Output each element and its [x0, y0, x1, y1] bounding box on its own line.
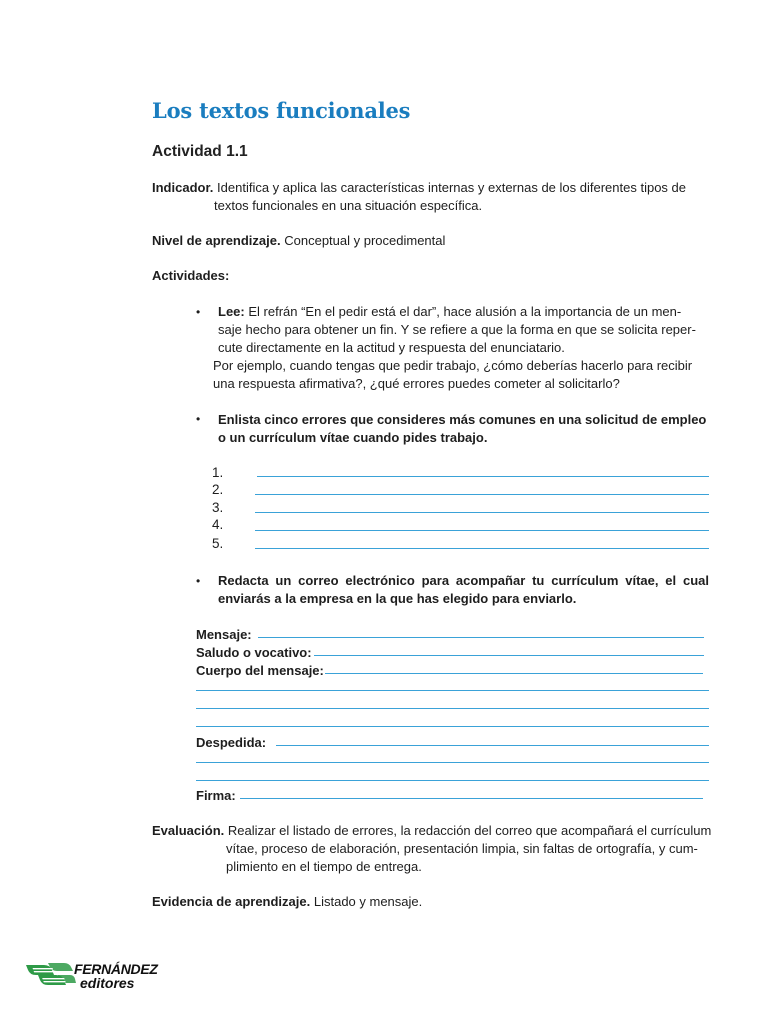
- list-number-1: 1.: [212, 465, 224, 480]
- saludo-line[interactable]: [314, 655, 704, 656]
- cuerpo-line[interactable]: [325, 673, 703, 674]
- list-number-2: 2.: [212, 482, 224, 497]
- evidencia-label: Evidencia de aprendizaje.: [152, 894, 311, 909]
- item3-line2: enviarás a la empresa en la que has elegido para enviarlo.: [218, 591, 577, 606]
- evidencia-text: Listado y mensaje.: [313, 894, 423, 909]
- activity-heading: Actividad 1.1: [152, 143, 248, 160]
- fernandez-logo-icon: [24, 961, 76, 991]
- evidencia: [152, 893, 422, 911]
- nivel-label: Nivel de aprendizaje.: [152, 233, 281, 248]
- firma-line[interactable]: [240, 798, 703, 799]
- answer-line-5[interactable]: [255, 548, 709, 549]
- item1-line3: cute directamente en la actitud y respuesta del enunciatario.: [218, 340, 565, 355]
- bullet-icon: •: [196, 305, 201, 319]
- cuerpo-line-2[interactable]: [196, 690, 709, 691]
- item1-text: El refrán “En el pedir está el dar”, hace alusión a la importancia de un men-: [248, 304, 682, 319]
- nivel-text: Conceptual y procedimental: [284, 233, 446, 248]
- answer-line-3[interactable]: [255, 512, 709, 513]
- answer-line-2[interactable]: [255, 494, 709, 495]
- logo-brand: FERNÁNDEZ: [74, 961, 158, 977]
- firma-label: Firma:: [196, 788, 236, 803]
- list-number-5: 5.: [212, 536, 224, 551]
- item1-line2: saje hecho para obtener un fin. Y se refiere a que la forma en que se solicita reper-: [218, 322, 696, 337]
- item2-line1: Enlista cinco errores que consideres más comunes en una solicitud de empleo: [218, 412, 707, 427]
- evaluacion-label: Evaluación.: [152, 823, 225, 838]
- saludo-label: Saludo o vocativo:: [196, 645, 312, 660]
- mensaje-line[interactable]: [258, 637, 704, 638]
- mensaje-label: Mensaje:: [196, 627, 252, 642]
- cuerpo-label: Cuerpo del mensaje:: [196, 663, 324, 678]
- item1-line5: una respuesta afirmativa?, ¿qué errores puedes cometer al solicitarlo?: [213, 376, 620, 391]
- list-number-4: 4.: [212, 517, 224, 532]
- cuerpo-line-4[interactable]: [196, 726, 709, 727]
- despedida-line[interactable]: [276, 745, 709, 746]
- evaluacion-line2: vítae, proceso de elaboración, presentación limpia, sin faltas de ortografía, y cum-: [226, 841, 698, 856]
- actividades-label: Actividades:: [152, 268, 230, 283]
- indicador-label: Indicador.: [152, 180, 214, 195]
- answer-line-4[interactable]: [255, 530, 709, 531]
- bullet-icon: •: [196, 412, 201, 426]
- item1-line4: Por ejemplo, cuando tengas que pedir trabajo, ¿cómo deberías hacerlo para recibir: [213, 358, 693, 373]
- despedida-line-3[interactable]: [196, 780, 709, 781]
- answer-line-1[interactable]: [257, 476, 709, 477]
- list-number-3: 3.: [212, 500, 224, 515]
- despedida-line-2[interactable]: [196, 762, 709, 763]
- indicador-text: Identifica y aplica las características internas y externas de los diferentes tipos de: [217, 180, 686, 195]
- evaluacion-text: Realizar el listado de errores, la redacción del correo que acompañará el currículum: [227, 823, 712, 838]
- bullet-icon: •: [196, 574, 201, 588]
- item2-line2: o un currículum vítae cuando pides trabajo.: [218, 430, 488, 445]
- indicador-line1: [152, 179, 686, 197]
- despedida-label: Despedida:: [196, 735, 267, 750]
- logo-subbrand: editores: [80, 975, 135, 991]
- item3-line1: Redacta un correo electrónico para acompañar tu currículum vítae, el cual: [218, 573, 709, 588]
- item1-line1: [218, 303, 681, 321]
- evaluacion-line1: [152, 822, 711, 840]
- cuerpo-line-3[interactable]: [196, 708, 709, 709]
- page-title: Los textos funcionales: [152, 98, 411, 123]
- indicador-line2: textos funcionales en una situación específica.: [214, 198, 483, 213]
- item1-label: Lee:: [218, 304, 245, 319]
- evaluacion-line3: plimiento en el tiempo de entrega.: [226, 859, 422, 874]
- nivel-aprendizaje: [152, 232, 445, 250]
